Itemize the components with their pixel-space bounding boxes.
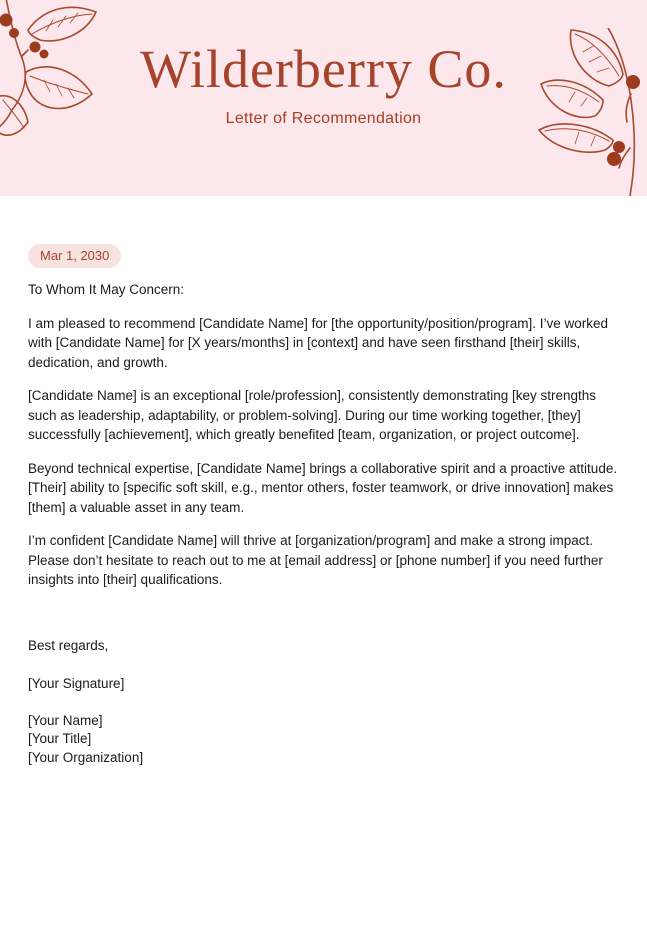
signer-name: [Your Name] (28, 712, 103, 728)
company-name: Wilderberry Co. (140, 39, 507, 99)
signature-placeholder: [Your Signature] (28, 676, 125, 691)
closing-salutation: Best regards, (28, 637, 109, 653)
signer-block (28, 712, 627, 768)
paragraph-introduction: I am pleased to recommend [Candidate Name] for [the opportunity/position/program]. I’ve worked with [Candidate Name] for [X years/months] in [context] and have seen firsthand [their] skills, dedication, and growth. (28, 315, 609, 370)
signer-title: [Your Title] (28, 731, 92, 746)
document-title: Letter of Recommendation (225, 110, 422, 127)
paragraph-soft-skills: Beyond technical expertise, [Candidate Name] brings a collaborative spirit and a proactive attitude. [Their] ability to [specific soft skill, e.g., mentor others, foster teamwork, or drive innovation] makes [them] a valuable asset in any team. (28, 460, 618, 515)
letterhead-text (0, 0, 647, 128)
letter-body (0, 196, 647, 767)
paragraph-strengths: [Candidate Name] is an exceptional [role/profession], consistently demonstrating [key strengths such as leadership, adaptability, or problem-solving]. During our time working together, [they] successfully [achievement], which greatly benefited [team, organization, or project outcome]. (28, 388, 597, 442)
letterhead (0, 0, 647, 196)
signer-organization: [Your Organization] (28, 749, 144, 765)
date-badge[interactable]: Mar 1, 2030 (28, 244, 121, 268)
salutation: To Whom It May Concern: (28, 282, 185, 297)
paragraph-contact: I’m confident [Candidate Name] will thrive at [organization/program] and make a strong impact. Please don’t hesitate to reach out to me at [email address] or [phone number] if you need further insights into [their] qualifications. (28, 533, 603, 587)
